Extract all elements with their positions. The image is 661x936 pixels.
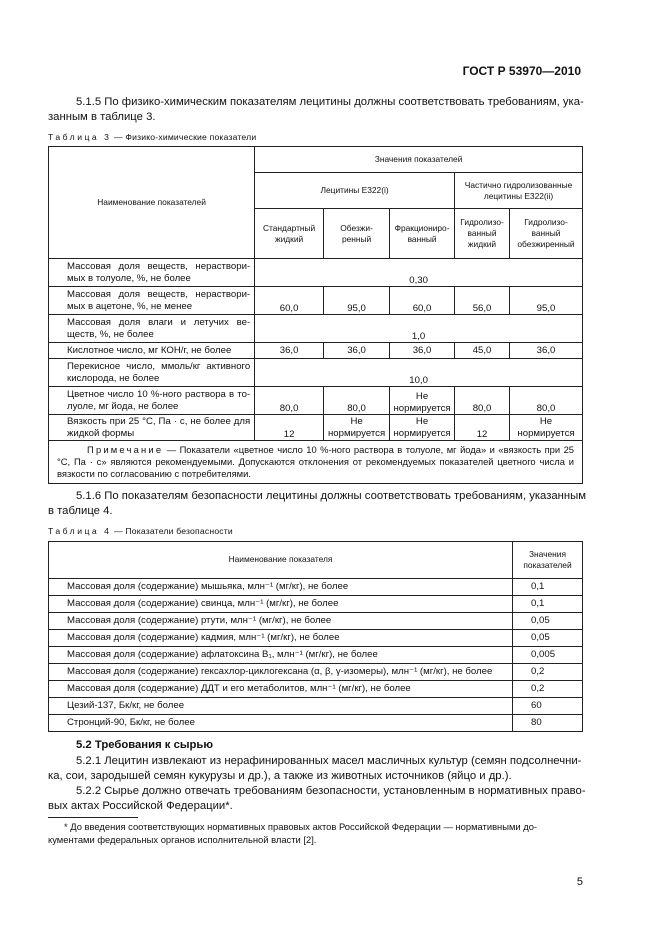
t3-row-5-v2: Не нормируется [390,387,455,415]
t4-row-4-name: Массовая доля (содержание) афлатоксина B₁, млн⁻¹ (мг/кг), не более [49,647,513,664]
t3-row-6-v1: Не нормируется [324,415,390,441]
t3-row-4-value: 10,0 [255,359,583,387]
t4-row-4-value: 0,005 [513,647,583,664]
t3-row-1-v0: 60,0 [255,287,324,315]
t4-row-8-value: 80 [513,715,583,732]
footnote-divider [48,817,138,818]
t3-row-1-name: Массовая доля веществ, нераствори-мых в ацетоне, %, не менее [49,287,255,315]
t3-note [49,441,583,484]
t4-row-6-value: 0,2 [513,681,583,698]
document-code: ГОСТ Р 53970—2010 [462,64,581,78]
t3-head-values: Значения показателей [255,147,583,173]
t4-row-0-value: 0,1 [513,579,583,596]
table4-caption [48,526,233,536]
paragraph-5-1-5-cont: занным в таблице 3. [48,111,156,123]
t3-row-5-v0: 80,0 [255,387,324,415]
t3-row-6-name: Вязкость при 25 °С, Па · с, не более для жидкой формы [49,415,255,441]
paragraph-5-1-5: 5.1.5 По физико-химическим показателям лецитины должны соответствовать требованиям, ука- [76,96,584,108]
t3-row-5-name: Цветное число 10 %-ного раствора в то-луоле, мг йода, не более [49,387,255,415]
t3-note-label: Примечание [87,444,164,455]
t3-col-2: Фракциониро-ванный [390,209,455,259]
t3-row-1-v2: 60,0 [390,287,455,315]
t3-row-1-v3: 56,0 [455,287,510,315]
t3-row-3-name: Кислотное число, мг КОН/г, не более [49,343,255,359]
paragraph-5-2-1: 5.2.1 Лецитин извлекают из нерафинированных масел масличных культур (семян подсолнечни- [76,755,582,767]
t3-row-3-v2: 36,0 [390,343,455,359]
footnote-line-1: * До введения соответствующих нормативных правовых актов Российской Федерации — нормативными до- [64,821,538,832]
t3-row-3-v3: 45,0 [455,343,510,359]
paragraph-5-1-6-cont: в таблице 4. [48,505,113,517]
t3-row-2-value: 1,0 [255,315,583,343]
t3-row-0-value: 0,30 [255,259,583,287]
page-number: 5 [576,876,583,888]
t3-row-3-v1: 36,0 [324,343,390,359]
t3-row-4-name: Перекисное число, ммоль/кг активного кислорода, не более [49,359,255,387]
paragraph-5-2-2-cont: вых актах Российской Федерации*. [48,800,233,812]
t4-row-1-value: 0,1 [513,596,583,613]
t3-row-1-v4: 95,0 [510,287,583,315]
table3-caption [48,132,256,142]
t4-row-7-name: Цезий-137, Бк/кг, не более [49,698,513,715]
t3-row-1-v1: 95,0 [324,287,390,315]
t3-row-6-v3: 12 [455,415,510,441]
paragraph-5-1-6: 5.1.6 По показателям безопасности лецитины должны соответствовать требованиям, указанным [76,490,587,502]
t4-row-2-value: 0,05 [513,613,583,630]
table3-caption-label: Таблица 3 [48,132,112,142]
paragraph-5-2-2: 5.2.2 Сырье должно отвечать требованиям безопасности, установленным в нормативных право- [76,785,586,797]
table4-caption-label: Таблица 4 [48,526,112,536]
table3-caption-text: — Физико-химические показатели [111,132,257,142]
t3-row-0-name: Массовая доля веществ, нераствори-мых в толуоле, %, не более [49,259,255,287]
footnote-line-2: кументами федеральных органов исполнительной власти [2]. [48,834,317,845]
t3-head-group1: Лецитины Е322(i) [255,173,455,209]
t3-row-5-v3: 80,0 [455,387,510,415]
t4-row-5-value: 0,2 [513,664,583,681]
t3-row-5-v4: 80,0 [510,387,583,415]
t4-row-8-name: Стронций-90, Бк/кг, не более [49,715,513,732]
t3-row-6-v4: Не нормируется [510,415,583,441]
t4-row-3-name: Массовая доля (содержание) кадмия, млн⁻¹ (мг/кг), не более [49,630,513,647]
t4-row-7-value: 60 [513,698,583,715]
paragraph-5-2-1-cont: ка, сои, зародышей семян кукурузы и др.), а также из животных источников (яйцо и др.). [48,770,512,782]
t4-head-name: Наименование показателя [49,542,513,579]
t4-row-5-name: Массовая доля (содержание) гексахлор-циклогексана (α, β, γ-изомеры), млн⁻¹ (мг/кг), не более [49,664,513,681]
table-3 [48,146,583,484]
t3-row-3-v0: 36,0 [255,343,324,359]
t4-head-value: Значения показателей [513,542,583,579]
t4-row-1-name: Массовая доля (содержание) свинца, млн⁻¹ (мг/кг), не более [49,596,513,613]
t3-col-3: Гидролизо-ванный жидкий [455,209,510,259]
table-4 [48,541,583,732]
t3-row-6-v0: 12 [255,415,324,441]
t4-row-3-value: 0,05 [513,630,583,647]
t3-head-group2: Частично гидролизованные лецитины Е322(ii) [455,173,583,209]
t3-row-5-v1: 80,0 [324,387,390,415]
t3-head-name: Наименование показателей [49,147,255,259]
t3-note-text: — Показатели «цветное число 10 %-ного раствора в толуоле, мг йода» и «вязкость при 25 °С, Па · с» являются рекомендуемыми. Допускаются отклонения от рекомендуемых показателей цветного числа и вязкости по согласованию с потребителями. [57,444,574,479]
t3-col-4: Гидролизо-ванный обезжиренный [510,209,583,259]
t4-row-2-name: Массовая доля (содержание) ртути, млн⁻¹ (мг/кг), не более [49,613,513,630]
t3-row-6-v2: Не нормируется [390,415,455,441]
table4-caption-text: — Показатели безопасности [111,526,233,536]
t4-row-0-name: Массовая доля (содержание) мышьяка, млн⁻¹ (мг/кг), не более [49,579,513,596]
section-5-2-heading: 5.2 Требования к сырью [76,739,214,751]
t3-row-2-name: Массовая доля влаги и летучих ве-ществ, %, не более [49,315,255,343]
t3-col-1: Обезжи-ренный [324,209,390,259]
t3-col-0: Стандартный жидкий [255,209,324,259]
t3-row-3-v4: 36,0 [510,343,583,359]
t4-row-6-name: Массовая доля (содержание) ДДТ и его метаболитов, млн⁻¹ (мг/кг), не более [49,681,513,698]
